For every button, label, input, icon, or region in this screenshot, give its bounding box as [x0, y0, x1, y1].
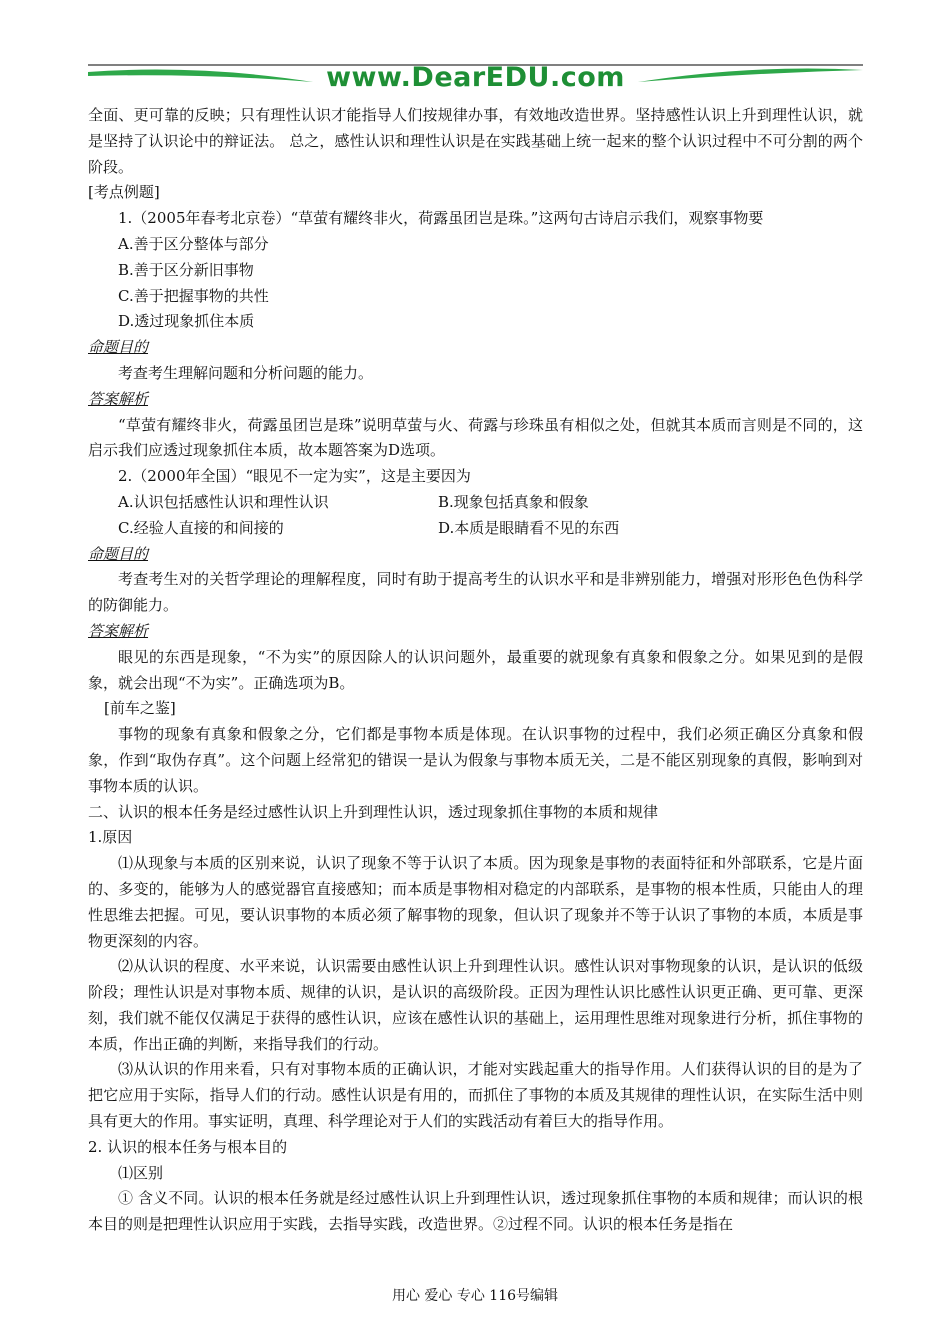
- q2-option-b: B.现象包括真象和假象: [438, 492, 589, 511]
- paragraph: 事物的现象有真象和假象之分，它们都是事物本质是体现。在认识事物的过程中，我们必须正确区分真象和假象，作到“取伪存真”。这个问题上经常犯的错误一是认为假象与事物本质无关，二是不能区别现象的真假，影响到对事物本质的认识。: [88, 725, 863, 795]
- q2-options-row-2: [88, 516, 863, 542]
- paragraph: 考查考生理解问题和分析问题的能力。: [118, 363, 374, 382]
- question-2: 2.（2000年全国）“眼见不一定为实”，这是主要因为: [118, 467, 471, 486]
- paragraph: 全面、更可靠的反映；只有理性认识才能指导人们按规律办事，有效地改造世界。坚持感性认识上升到理性认识，就是坚持了认识论中的辩证法。 总之，感性认识和理性认识是在实践基础上统一起来的整个认识过程中不可分割的两个阶段。: [88, 106, 863, 176]
- q2-option-c: C.经验人直接的和间接的: [118, 518, 284, 537]
- section-label: [考点例题]: [88, 183, 160, 202]
- site-logo[interactable]: www.DearEDU.com: [326, 62, 625, 93]
- heading-daan-1: 答案解析: [88, 389, 149, 408]
- heading-mingti-2: 命题目的: [88, 544, 149, 563]
- q2-option-d: D.本质是眼睛看不见的东西: [438, 518, 620, 537]
- subheading: 1.原因: [88, 828, 133, 847]
- question-1: 1.（2005年春考北京卷）“草萤有耀终非火，荷露虽团岂是珠。”这两句古诗启示我们，观察事物要: [118, 209, 764, 228]
- subheading: ⑴区别: [118, 1163, 164, 1182]
- q2-options-row-1: [88, 490, 863, 516]
- document-body: [88, 103, 863, 1238]
- q2-option-a: A.认识包括感性认识和理性认识: [118, 492, 329, 511]
- paragraph: 眼见的东西是现象，“不为实”的原因除人的认识问题外，最重要的就现象有真象和假象之分。如果见到的是假象，就会出现“不为实”。正确选项为B。: [88, 647, 863, 692]
- paragraph: ⑵从认识的程度、水平来说，认识需要由感性认识上升到理性认识。感性认识对事物现象的认识，是认识的低级阶段；理性认识是对事物本质、规律的认识，是认识的高级阶段。正因为理性认识比感性认识更正确、更可靠、更深刻，我们就不能仅仅满足于获得的感性认识，应该在感性认识的基础上，运用理性思维对现象进行分析，抓住事物的本质，作出正确的判断，来指导我们的行动。: [88, 957, 863, 1053]
- page-footer: 用心 爱心 专心 116号编辑: [391, 1288, 559, 1304]
- paragraph: ① 含义不同。认识的根本任务就是经过感性认识上升到理性认识，透过现象抓住事物的本质和规律；而认识的根本目的则是把理性认识应用于实践，去指导实践，改造世界。②过程不同。认识的根本任务是指在: [88, 1189, 863, 1234]
- q1-option-b: B.善于区分新旧事物: [118, 260, 254, 279]
- subheading: 2. 认识的根本任务与根本目的: [88, 1137, 288, 1156]
- paragraph: ⑶从认识的作用来看，只有对事物本质的正确认识，才能对实践起重大的指导作用。人们获得认识的目的是为了把它应用于实际，指导人们的行动。感性认识是有用的，而抓住了事物的本质及其规律的理性认识，在实际生活中则具有更大的作用。事实证明，真理、科学理论对于人们的实践活动有着巨大的指导作用。: [88, 1060, 863, 1131]
- page-header: [88, 60, 863, 100]
- paragraph: ⑴从现象与本质的区别来说，认识了现象不等于认识了本质。因为现象是事物的表面特征和外部联系，它是片面的、多变的，能够为人的感觉器官直接感知；而本质是事物相对稳定的内部联系，是事物的根本性质，只能由人的理性思维去把握。可见，要认识事物的本质必须了解事物的现象，但认识了现象并不等于认识了事物的本质，本质是事物更深刻的内容。: [88, 854, 863, 950]
- q1-option-d: D.透过现象抓住本质: [118, 312, 255, 331]
- heading-daan-2: 答案解析: [88, 621, 149, 640]
- q1-option-c: C.善于把握事物的共性: [118, 286, 269, 305]
- paragraph: 考查考生对的关哲学理论的理解程度，同时有助于提高考生的认识水平和是非辨别能力，增强对形形色色伪科学的防御能力。: [88, 570, 863, 615]
- heading-mingti-1: 命题目的: [88, 338, 149, 357]
- paragraph: “草萤有耀终非火，荷露虽团岂是珠”说明草萤与火、荷露与珍珠虽有相似之处，但就其本质而言则是不同的，这启示我们应透过现象抓住本质，故本题答案为D选项。: [88, 415, 863, 460]
- section-label: [前车之鉴]: [104, 699, 176, 718]
- section-heading: 二、认识的根本任务是经过感性认识上升到理性认识，透过现象抓住事物的本质和规律: [88, 802, 659, 821]
- q1-option-a: A.善于区分整体与部分: [118, 234, 269, 253]
